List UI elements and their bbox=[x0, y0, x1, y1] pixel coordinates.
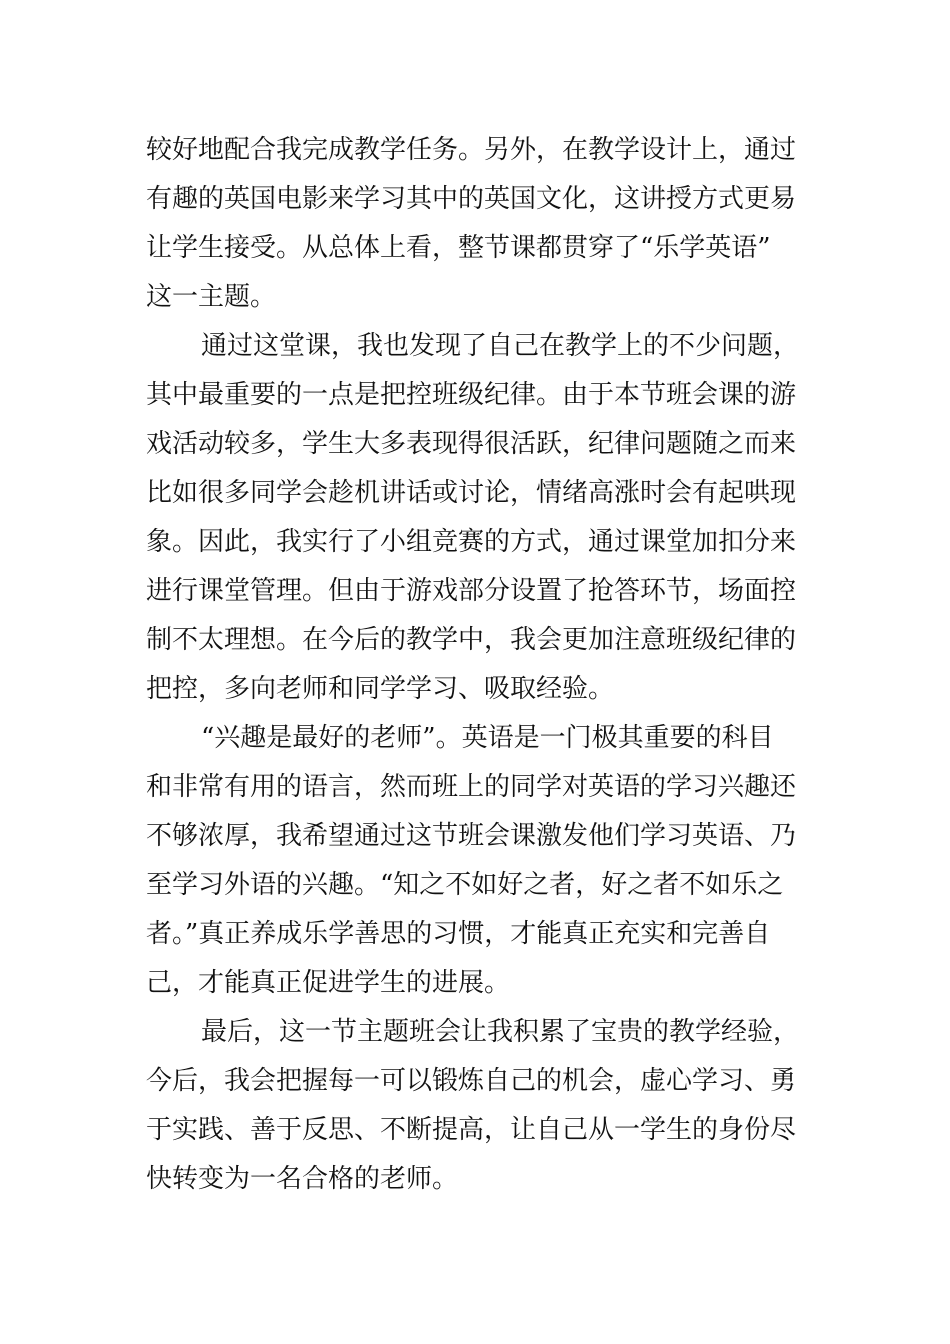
text-line: 于实践、善于反思、不断提高，让自己从一学生的身份尽 bbox=[146, 1115, 797, 1145]
paragraph-4 bbox=[146, 1008, 808, 1204]
text-line: 和非常有用的语言，然而班上的同学对英语的学习兴趣还 bbox=[146, 772, 797, 802]
text-line: 者。”真正养成乐学善思的习惯，才能真正充实和完善自 bbox=[146, 919, 771, 949]
text-line: 至学习外语的兴趣。“知之不如好之者，好之者不如乐之 bbox=[146, 870, 784, 900]
text-line: 较好地配合我完成教学任务。另外，在教学设计上，通过 bbox=[146, 135, 797, 165]
text-line: 通过这堂课，我也发现了自己在教学上的不少问题， bbox=[201, 331, 800, 361]
paragraph-1 bbox=[146, 126, 808, 322]
text-line: 其中最重要的一点是把控班级纪律。由于本节班会课的游 bbox=[146, 380, 797, 410]
paragraph-3 bbox=[146, 714, 808, 1008]
text-line: 进行课堂管理。但由于游戏部分设置了抢答环节，场面控 bbox=[146, 576, 797, 606]
text-line: 己，才能真正促进学生的进展。 bbox=[146, 968, 511, 998]
text-line: 让学生接受。从总体上看，整节课都贯穿了“乐学英语” bbox=[146, 233, 771, 263]
text-line: 这一主题。 bbox=[146, 282, 277, 312]
text-line: 不够浓厚，我希望通过这节班会课激发他们学习英语、乃 bbox=[146, 821, 797, 851]
text-line: 戏活动较多，学生大多表现得很活跃，纪律问题随之而来 bbox=[146, 429, 797, 459]
text-line: 制不太理想。在今后的教学中，我会更加注意班级纪律的 bbox=[146, 625, 797, 655]
text-line: 比如很多同学会趁机讲话或讨论，情绪高涨时会有起哄现 bbox=[146, 478, 797, 508]
text-line: 有趣的英国电影来学习其中的英国文化，这讲授方式更易 bbox=[146, 184, 797, 214]
document-body bbox=[146, 126, 808, 1204]
text-line: 快转变为一名合格的老师。 bbox=[146, 1164, 459, 1194]
text-line: 把控，多向老师和同学学习、吸取经验。 bbox=[146, 674, 615, 704]
text-line: 最后，这一节主题班会让我积累了宝贵的教学经验， bbox=[201, 1017, 800, 1047]
text-line: “兴趣是最好的老师”。英语是一门极其重要的科目 bbox=[201, 723, 774, 753]
paragraph-2 bbox=[146, 322, 808, 714]
text-line: 今后，我会把握每一可以锻炼自己的机会，虚心学习、勇 bbox=[146, 1066, 797, 1096]
text-line: 象。因此，我实行了小组竞赛的方式，通过课堂加扣分来 bbox=[146, 527, 797, 557]
